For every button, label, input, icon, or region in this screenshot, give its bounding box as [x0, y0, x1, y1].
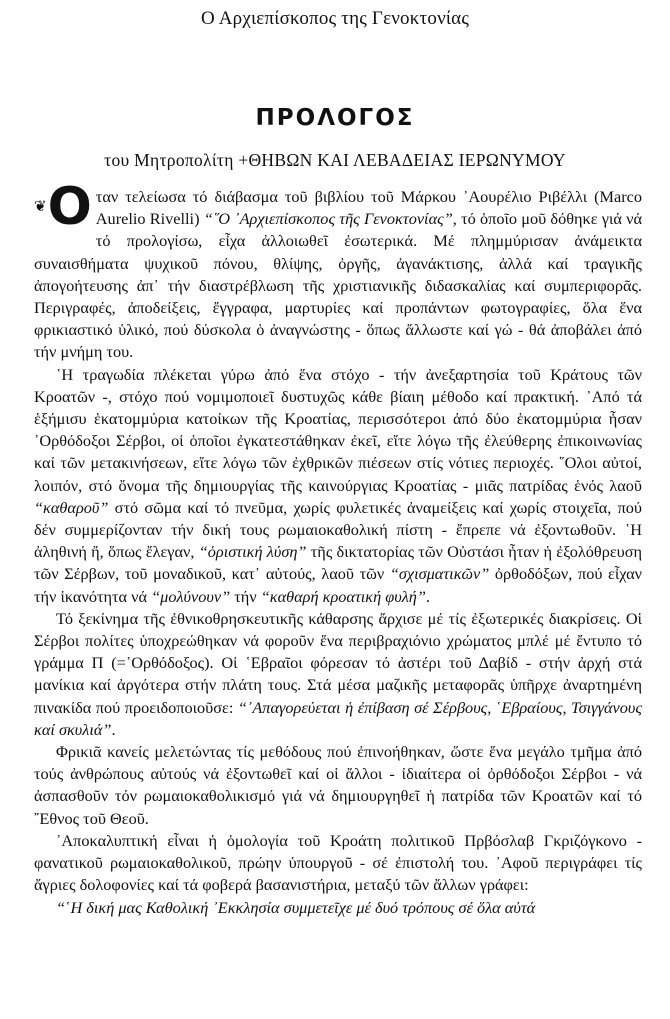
page-subtitle: του Μητροπολίτη +ΘΗΒΩΝ ΚΑΙ ΛΕΒΑΔΕΙΑΣ ΙΕΡΩΝΥΜΟΥ [104, 150, 566, 170]
running-head: Ο Αρχιεπίσκοπος της Γενοκτονίας [200, 8, 470, 29]
italic-quote: “καθαρή κροατική φυλή” [260, 586, 426, 606]
dropcap-letter: Ο [47, 177, 92, 237]
paragraph-text: τῆς δικτατορίας τῶν Οὐστάσι ἦταν ἡ ἐξολόθρευση τῶν Σέρβων, τοῦ μοναδικοῦ, κατ᾿ αὐτούς, λαοῦ τῶν [34, 542, 643, 584]
paragraph-text: ῾Η τραγωδία πλέκεται γύρω ἀπό ἕνα στόχο - τήν ἀνεξαρτησία τοῦ Κράτους τῶν Κροατῶν -, στόχο πού νομιμοποιεῖ δυστυχῶς κάθε βίαιη μέθοδο καί πρακτική. ᾿Από τά ἑξήμισυ ἑκατομμύρια κατοίκων τῆς Κροατίας, περισσότεροι ἀπό δύο ἑκατομμύρια ἦσαν ᾿Ορθόδοξοι Σέρβοι, οἱ ὁποῖοι ἐγκατεστάθηκαν ἐκεῖ, εἴτε λόγω τῆς ἐλεύθερης ἐπικοινωνίας καί τῶν μετακινήσεων, εἴτε λόγω τῶν ἐχθρικῶν πιέσεων στίς νότιες περιοχές. ῞Ολοι αὐτοί, λοιπόν, στό ὄνομα τῆς δημιουργίας τῆς καινούργιας Κροατίας - μιᾶς πατρίδας ἑνός λαοῦ [34, 364, 642, 495]
italic-quote: “῾Η δική μας Καθολική ᾿Εκκλησία συμμετεῖχε μέ δυό τρόπους σέ ὅλα αὐτά [56, 897, 536, 917]
paragraph-text: ὀρθοδόξων, πού εἶχαν τήν ἱκανότητα νά [34, 564, 642, 606]
paragraph-6 [34, 897, 642, 919]
paragraph-3 [34, 608, 642, 741]
paragraph-text: . [425, 586, 430, 606]
paragraph-5: ᾿Αποκαλυπτική εἶναι ἡ ὁμολογία τοῦ Κροάτη πολιτικοῦ Πρβόσλαβ Γκριζόγκονο - φανατικοῦ ρωμαιοκαθολικοῦ, πρώην ὑπουργοῦ - σέ ἐπιστολή του. ᾿Αφοῦ περιγράφει τίς ἄγριες δολοφονίες καί τά φοβερά βασανιστήρια, μεταξύ τῶν ἄλλων γράφει: [34, 830, 642, 895]
paragraph-text: ταν τελείωσα τό διάβασμα τοῦ βιβλίου τοῦ Μάρκου ᾿Αουρέλιο Ριβέλλι (Marco Aurelio Rivelli) [95, 187, 642, 229]
italic-quote: “᾿Απαγορεύεται ἡ ἐπίβαση σέ Σέρβους, ῾Εβραίους, Τσιγγάνους καί σκυλιά” [34, 697, 642, 739]
paragraph-1 [34, 177, 643, 364]
italic-quote: “ὁριστική λύση” [198, 542, 307, 562]
dropcap-block [34, 177, 92, 239]
paragraph-4: Φρικιᾶ κανείς μελετώντας τίς μεθόδους πού ἐπινοήθηκαν, ὥστε ἕνα μεγάλο τμῆμα ἀπό τούς ἀνθρώπους αὐτούς νά ἐξοντωθεῖ καί οἱ ἄλλοι - ἰδιαίτερα οἱ ὀρθόδοξοι Σέρβοι - νά ἀσπασθοῦν τόν ρωμαιοκαθολικισμό γιά νά δημιουργηθεῖ ἡ πατρίδα τῶν Κροατῶν καί τό ῎Εθνος τοῦ Θεοῦ. [34, 742, 642, 828]
paragraph-text: Τό ξεκίνημα τῆς ἐθνικοθρησκευτικῆς κάθαρσης ἄρχισε μέ τίς ἐξωτερικές διακρίσεις. Οἱ Σέρβοι πολίτες ὑποχρεώθηκαν νά φοροῦν ἕνα περιβραχιόνιο χρώματος μπλέ μέ ἔντυπο τό γράμμα Π (=᾿Ορθόδοξος). Οἱ ῾Εβραῖοι φόρεσαν τό ἀστέρι τοῦ Δαβίδ - στήν ἀρχή στά μανίκια καί ἀργότερα στήν πλάτη τους. Στά μέσα μαζικῆς μεταφορᾶς ὑπῆρχε ἀναρτημένη πινακίδα πού προειδοποιοῦσε: [34, 608, 642, 717]
flourish-icon: ❦ [34, 199, 47, 215]
paragraph-text: τήν [230, 586, 261, 606]
italic-quote: “σχισματικῶν” [389, 564, 490, 584]
paragraph-2 [34, 364, 642, 608]
paragraph-text: , τό ὁποῖο μοῦ δόθηκε γιά νά τό προλογίσω, εἶχα ἀλλοιωθεῖ ἐσωτερικά. Μέ πλημμύρισαν ἀνάμεικτα συναισθήματα ψυχικοῦ πόνου, θλίψης, ὀργῆς, ἀγανάκτισης, ἀλλά καί τραγικῆς ἀπογοήτευσης ἀπ᾿ τήν διαστρέβλωση τῆς χριστιανικῆς διδασκαλίας καί συμπεριφορᾶς. Περιγραφές, ἀποδείξεις, ἔγγραφα, μαρτυρίες καί προπάντων φωτογραφίες, ὅλα ἕνα φρικιαστικό ὑλικό, πού δύσκολα ὁ ἀναγνώστης - ὅπως ἄλλωστε καί γώ - θά ἀποβάλει ἀπό τήν μνήμη του. [34, 209, 643, 362]
page-title: ΠΡΟΛΟΓΟΣ [255, 105, 415, 131]
book-title-quote: “῞Ο ᾿Αρχιεπίσκοπος τῆς Γενοκτονίας” [203, 209, 453, 229]
italic-quote: “καθαροῦ” [34, 497, 109, 517]
body-text [34, 177, 643, 919]
paragraph-text: στό σῶμα καί τό πνεῦμα, χωρίς φυλετικές ἀναμείξεις καί χωρίς στοιχεῖα, πού δέν συμμερίζονταν τήν δική τους ρωμαιοκαθολική πίστη - ἔπρεπε νά ἐξοντωθοῦν. ῾Η ἀληθινή ἤ, ὅπως ἔλεγαν, [34, 497, 642, 562]
italic-quote: “μολύνουν” [151, 586, 231, 606]
paragraph-text: . [111, 719, 116, 739]
